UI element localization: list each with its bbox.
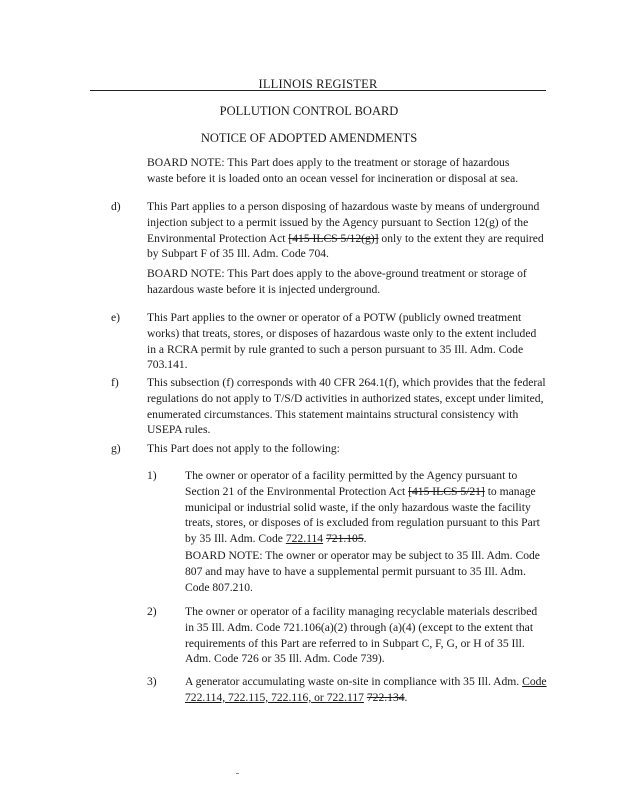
section-g-marker: g) (111, 442, 121, 455)
item-1-marker: 1) (147, 469, 157, 482)
section-d-board-note: BOARD NOTE: This Part does apply to the above-ground treatment or storage of hazardous waste before it is injected underground. (147, 267, 527, 296)
item-1-inserted: 722.114 (285, 532, 324, 546)
section-e-marker: e) (111, 311, 121, 324)
item-2-text: The owner or operator of a facility managing recyclable materials described in 35 Ill. Adm. Code 721.106(a)(2) through (a)(4) (except to the extent that requirements of this Part are referred to in Subpart C, F, G, or H of 35 Ill. Adm. Code 726 or 35 Ill. Adm. Code 739). (185, 605, 538, 666)
section-f-text: This subsection (f) corresponds with 40 CFR 264.1(f), which provides that the federal regulations do not apply to T/S/D activities in authorized states, except under limited, enumerated circumstances. This statement maintains structural consistency with USEPA rules. (147, 376, 546, 437)
section-g-text: This Part does not apply to the following: (147, 442, 340, 455)
item-2-marker: 2) (147, 605, 157, 618)
board-title: POLLUTION CONTROL BOARD (219, 104, 399, 118)
intro-board-note: BOARD NOTE: This Part does apply to the treatment or storage of hazardous waste before it is loaded onto an ocean vessel for incineration or disposal at sea. (147, 156, 519, 185)
item-3-inserted: Code 722.114, 722.115, 722.116, or 722.117 (185, 675, 547, 704)
item-1-struck-2: 721.105 (325, 532, 364, 546)
section-d-struck: [415 ILCS 5/12(g)] (288, 231, 379, 245)
section-d-text: This Part applies to a person disposing of hazardous waste by means of underground injection subject to a permit issued by the Agency pursuant to Section 12(g) of the Environmental Protection Act [415 ILCS 5/12(g)] only to the extent they are required by Subpart F of 35 Ill. Adm. Code 704. (147, 200, 544, 261)
section-e-text: This Part applies to the owner or operator of a POTW (publicly owned treatment works) that treats, stores, or disposes of hazardous waste only to the extent included in a RCRA permit by rule granted to such a person pursuant to 35 Ill. Adm. Code 703.141. (147, 311, 537, 372)
item-1-struck: [415 ILCS 5/21] (408, 484, 485, 498)
register-header: ILLINOIS REGISTER (258, 77, 378, 91)
item-3-marker: 3) (147, 675, 157, 688)
item-1-board-note: BOARD NOTE: The owner or operator may be subject to 35 Ill. Adm. Code 807 and may have to have a supplemental permit pursuant to 35 Ill. Adm. Code 807.210. (185, 549, 540, 594)
section-d-marker: d) (111, 200, 121, 213)
item-3-text: A generator accumulating waste on-site in compliance with 35 Ill. Adm. Code 722.114, 722.115, 722.116, or 722.117 722.134. (185, 675, 547, 704)
header-rule (90, 90, 546, 91)
item-1-text: The owner or operator of a facility permitted by the Agency pursuant to Section 21 of the Environmental Protection Act [415 ILCS 5/21] to manage municipal or industrial solid waste, if the only hazardous waste the facility treats, stores, or disposes of is excluded from regulation pursuant to this Part by 35 Ill. Adm. Code 722.114 721.105. (185, 469, 540, 546)
item-3-struck: 722.134 (366, 690, 405, 704)
scan-speck (236, 773, 239, 774)
notice-title: NOTICE OF ADOPTED AMENDMENTS (200, 131, 418, 145)
section-f-marker: f) (111, 376, 119, 389)
